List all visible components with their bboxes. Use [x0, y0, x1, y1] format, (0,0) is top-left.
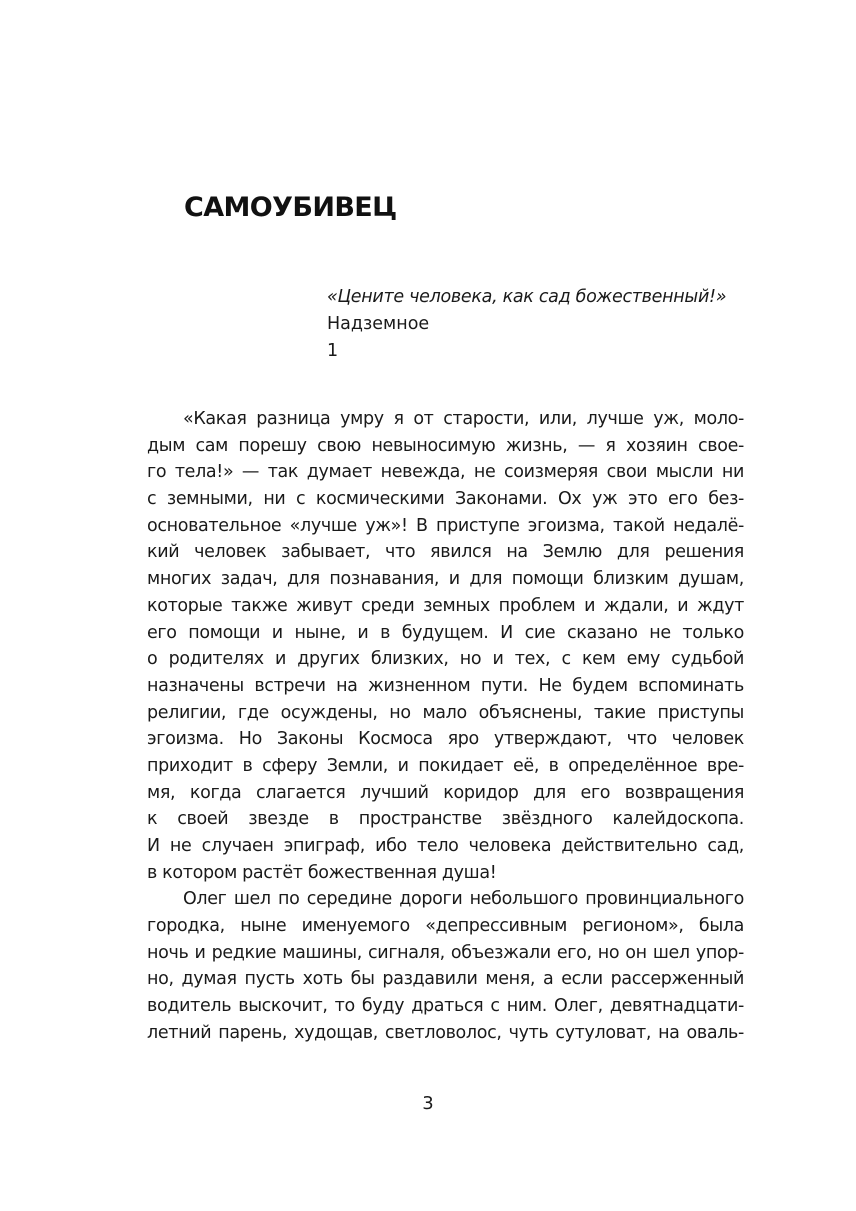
text-line: эгоизма. Но Законы Космоса яро утверждают, что человек	[147, 729, 744, 750]
text-line: приходит в сферу Земли, и покидает её, в определённое вре-	[147, 755, 744, 776]
epigraph	[327, 284, 747, 365]
text-line: но, думая пусть хоть бы раздавили меня, а если рассерженный	[147, 969, 744, 990]
text-line: водитель выскочит, то буду драться с ним. Олег, девятнадцати-	[147, 996, 744, 1017]
epigraph-quote: «Цените человека, как сад божественный!»	[327, 287, 727, 307]
text-line: ночь и редкие машины, сигналя, объезжали его, но он шел упор-	[147, 942, 744, 963]
text-line: в котором растёт божественная душа!	[147, 862, 497, 883]
text-line: к своей звезде в пространстве звёздного калейдоскопа.	[147, 809, 744, 830]
text-line: его помощи и ныне, и в будущем. И сие сказано не только	[147, 622, 744, 643]
text-line: И не случаен эпиграф, ибо тело человека действительно сад,	[147, 836, 744, 856]
body-text	[147, 406, 744, 1047]
section-number: 1	[327, 341, 339, 361]
text-line: дым сам порешу свою невыносимую жизнь, — я хозяин свое-	[147, 435, 744, 456]
text-line: мя, когда слагается лучший коридор для его возвращения	[147, 782, 744, 803]
chapter-title: САМОУБИВЕЦ	[184, 192, 397, 223]
text-line: основательное «лучше уж»! В приступе эгоизма, такой недалё-	[147, 515, 744, 536]
page-number: 3	[422, 1093, 434, 1114]
text-line: многих задач, для познавания, и для помощи близким душам,	[147, 569, 744, 590]
text-line: Олег шел по середине дороги небольшого провинциального	[183, 889, 744, 910]
text-line: о родителях и других близких, но и тех, с кем ему судьбой	[147, 649, 744, 670]
text-line: с земными, ни с космическими Законами. Ох уж это его без-	[147, 489, 744, 510]
epigraph-source: Надземное	[327, 314, 430, 334]
text-line: летний парень, худощав, светловолос, чуть сутуловат, на оваль-	[147, 1022, 744, 1043]
text-line: религии, где осуждены, но мало объяснены, такие приступы	[147, 702, 744, 723]
text-line: «Какая разница умру я от старости, или, лучше уж, моло-	[183, 409, 744, 429]
text-line: го тела!» — так думает невежда, не соизмеряя свои мысли ни	[147, 462, 744, 483]
text-line: назначены встречи на жизненном пути. Не будем вспоминать	[147, 675, 744, 696]
text-line: кий человек забывает, что явился на Землю для решения	[147, 542, 744, 563]
text-line: городка, ныне именуемого «депрессивным регионом», была	[147, 916, 744, 937]
text-line: которые также живут среди земных проблем и ждали, и ждут	[147, 595, 744, 616]
